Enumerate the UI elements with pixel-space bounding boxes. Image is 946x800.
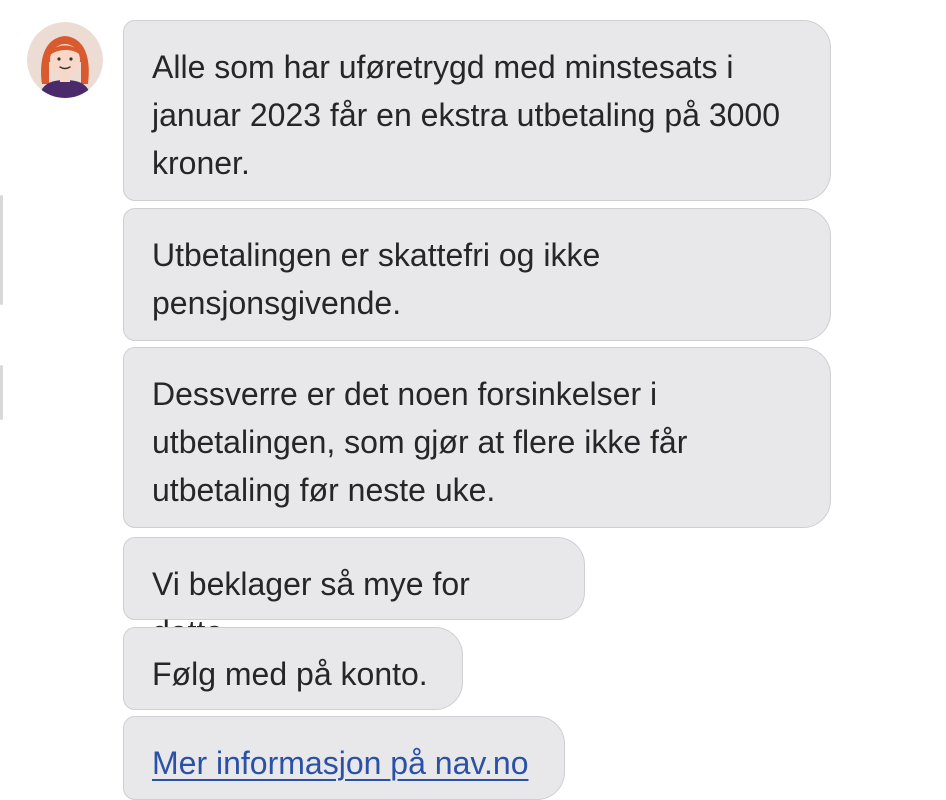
chat-message-bubble xyxy=(123,208,831,341)
message-text: Dessverre er det noen forsinkelser i utbetalingen, som gjør at flere ikke får utbetaling før neste uke. xyxy=(152,376,688,508)
more-info-link[interactable]: Mer informasjon på nav.no xyxy=(152,745,529,781)
chat-message-bubble xyxy=(123,716,565,800)
support-agent-avatar-icon xyxy=(27,22,103,98)
message-text: Alle som har uføretrygd med minstesats i januar 2023 får en ekstra utbetaling på 3000 kroner. xyxy=(152,49,781,181)
message-text: Vi beklager så mye for xyxy=(152,566,470,602)
message-text: Utbetalingen er skattefri og ikke pensjonsgivende. xyxy=(152,237,601,321)
left-edge-divider xyxy=(0,365,3,420)
chat-message-bubble xyxy=(123,537,585,620)
left-edge-divider xyxy=(0,195,3,305)
chat-message-bubble xyxy=(123,627,463,710)
message-text: Følg med på konto. xyxy=(152,656,428,692)
chat-message-bubble xyxy=(123,347,831,528)
chat-message-bubble xyxy=(123,20,831,201)
